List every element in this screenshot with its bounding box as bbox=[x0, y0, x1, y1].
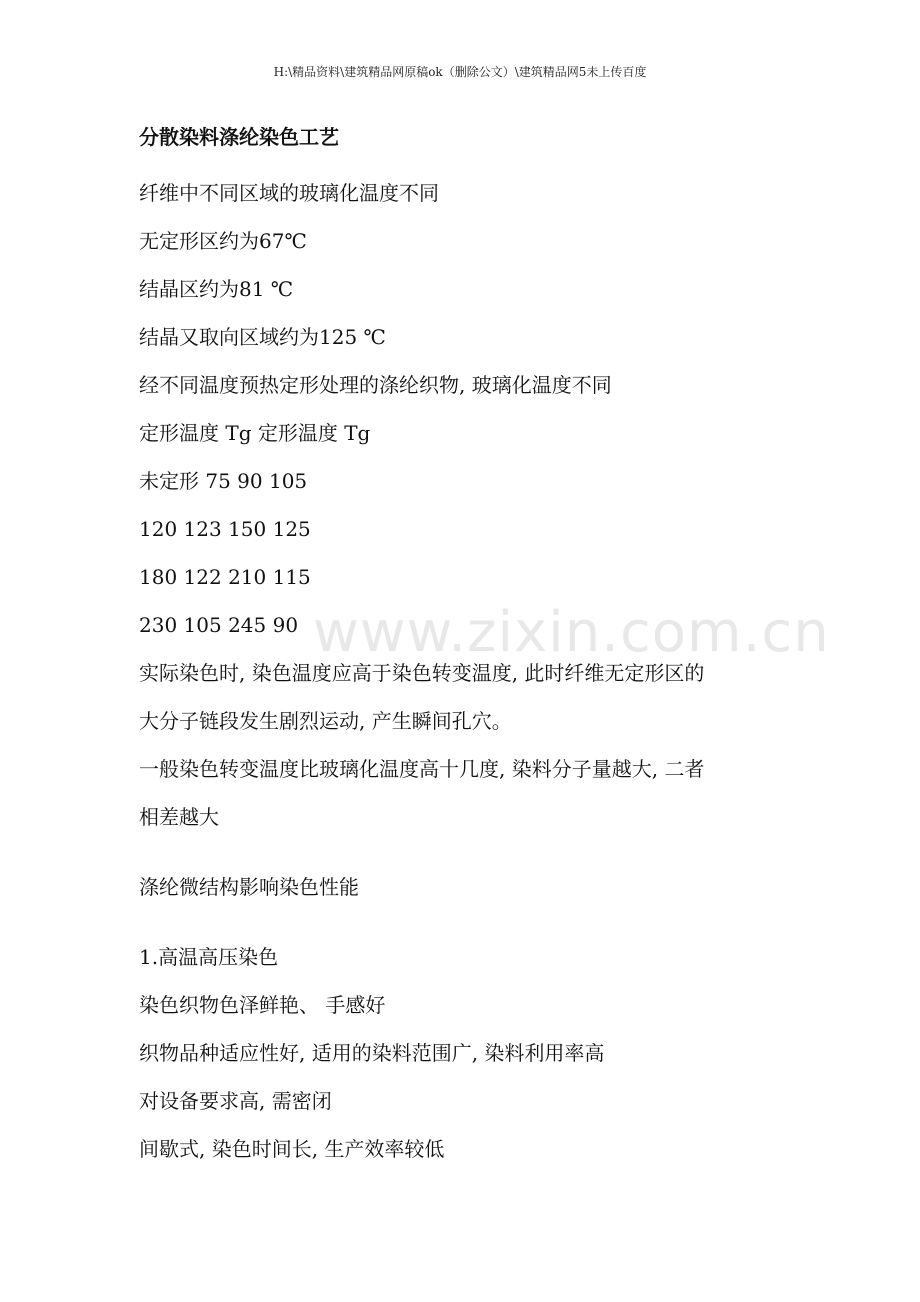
text-line: 纤维中不同区域的玻璃化温度不同 bbox=[139, 181, 439, 205]
text-line: 无定形区约为67℃ bbox=[139, 229, 307, 253]
paragraph-line: 相差越大 bbox=[139, 805, 219, 829]
watermark: www.zixin.com.cn bbox=[313, 600, 830, 665]
table-row-line: 180 122 210 115 bbox=[139, 565, 311, 589]
text-line: 结晶区约为81 ℃ bbox=[139, 277, 294, 301]
subsection-heading: 1.高温高压染色 bbox=[139, 945, 279, 969]
paragraph-line: 实际染色时, 染色温度应高于染色转变温度, 此时纤维无定形区的 bbox=[139, 661, 705, 685]
file-path-header: H:\精品资料\建筑精品网原稿ok（删除公文）\建筑精品网5未上传百度 bbox=[273, 65, 647, 79]
list-item: 对设备要求高, 需密闭 bbox=[139, 1089, 332, 1113]
table-row-line: 未定形 75 90 105 bbox=[139, 469, 308, 493]
text-line: 结晶又取向区域约为125 ℃ bbox=[139, 325, 386, 349]
section-heading: 涤纶微结构影响染色性能 bbox=[139, 875, 359, 899]
list-item: 间歇式, 染色时间长, 生产效率较低 bbox=[139, 1137, 445, 1161]
table-row-line: 120 123 150 125 bbox=[139, 517, 311, 541]
list-item: 织物品种适应性好, 适用的染料范围广, 染料利用率高 bbox=[139, 1041, 605, 1065]
document-body bbox=[139, 120, 819, 1173]
paragraph-line: 一般染色转变温度比玻璃化温度高十几度, 染料分子量越大, 二者 bbox=[139, 757, 705, 781]
list-item: 染色织物色泽鲜艳、 手感好 bbox=[139, 993, 386, 1017]
paragraph-line: 大分子链段发生剧烈运动, 产生瞬间孔穴。 bbox=[139, 709, 512, 733]
table-row-line: 230 105 245 90 bbox=[139, 613, 299, 637]
document-title: 分散染料涤纶染色工艺 bbox=[139, 125, 339, 149]
text-line: 经不同温度预热定形处理的涤纶织物, 玻璃化温度不同 bbox=[139, 373, 612, 397]
table-header-line: 定形温度 Tg 定形温度 Tg bbox=[139, 421, 371, 445]
